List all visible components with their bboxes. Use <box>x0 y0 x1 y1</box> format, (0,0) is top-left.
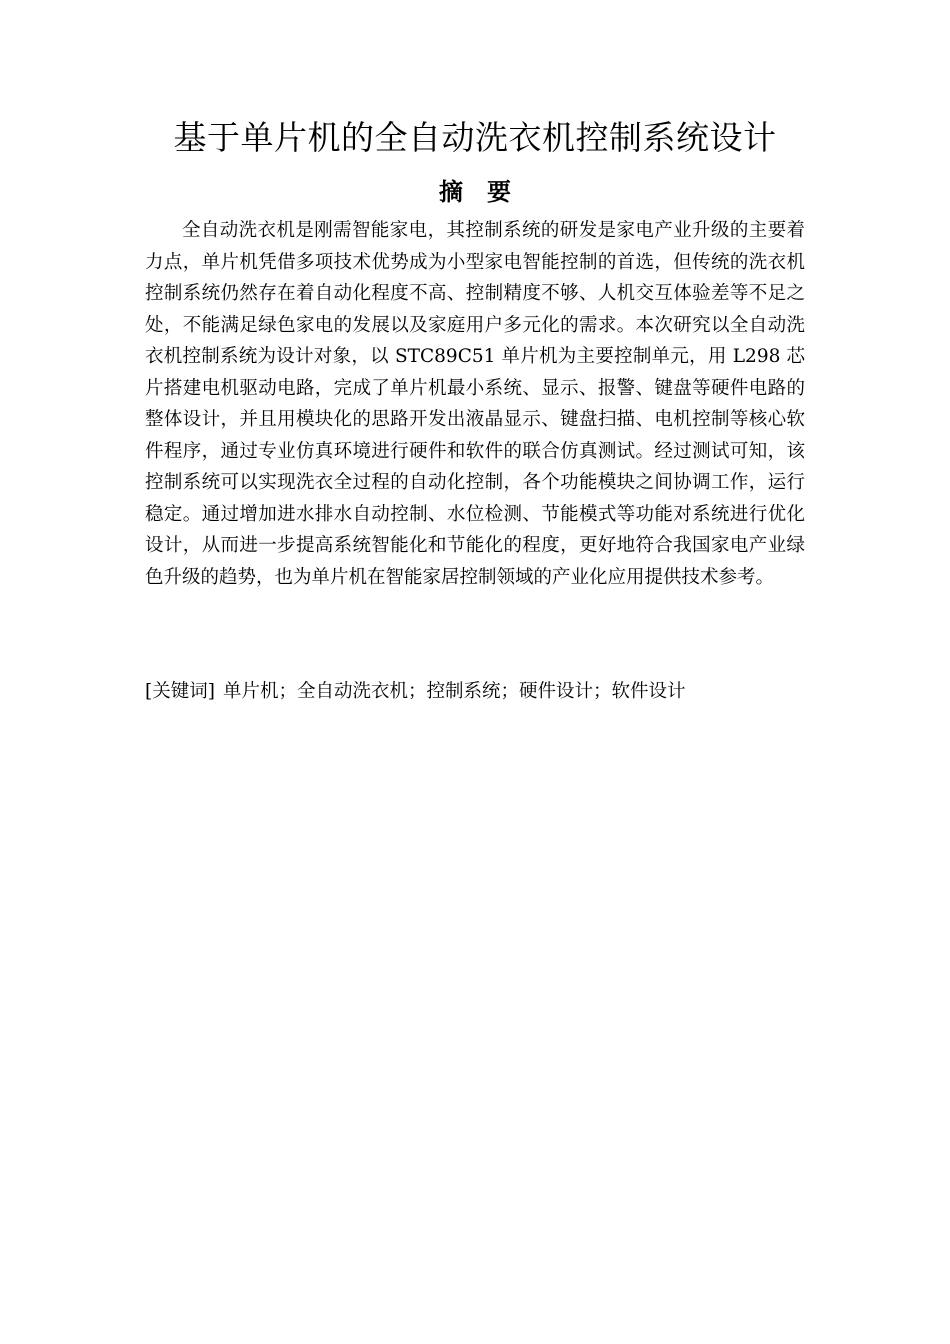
keywords-line <box>145 676 805 708</box>
abstract-heading-char-2: 要 <box>487 178 511 206</box>
keywords-label: [关键词] <box>145 681 215 702</box>
document-title: 基于单片机的全自动洗衣机控制系统设计 <box>173 118 777 157</box>
keywords-text: 单片机；全自动洗衣机；控制系统；硬件设计；软件设计 <box>222 681 686 702</box>
abstract-heading <box>0 174 950 210</box>
abstract-heading-char-1: 摘 <box>439 178 463 206</box>
abstract-body: 全自动洗衣机是刚需智能家电，其控制系统的研发是家电产业升级的主要着力点，单片机凭借多项技术优势成为小型家电智能控制的首选，但传统的洗衣机控制系统仍然存在着自动化程度不高、控制精度不够、人机交互体验差等不足之处，不能满足绿色家电的发展以及家庭用户多元化的需求。本次研究以全自动洗衣机控制系统为设计对象，以 STC89C51 单片机为主要控制单元，用 L298 芯片搭建电机驱动电路，完成了单片机最小系统、显示、报警、键盘等硬件电路的整体设计，并且用模块化的思路开发出液晶显示、键盘扫描、电机控制等核心软件程序，通过专业仿真环境进行硬件和软件的联合仿真测试。经过测试可知，该控制系统可以实现洗衣全过程的自动化控制，各个功能模块之间协调工作，运行稳定。通过增加进水排水自动控制、水位检测、节能模式等功能对系统进行优化设计，从而进一步提高系统智能化和节能化的程度，更好地符合我国家电产业绿色升级的趋势，也为单片机在智能家居控制领域的产业化应用提供技术参考。 <box>145 220 805 588</box>
